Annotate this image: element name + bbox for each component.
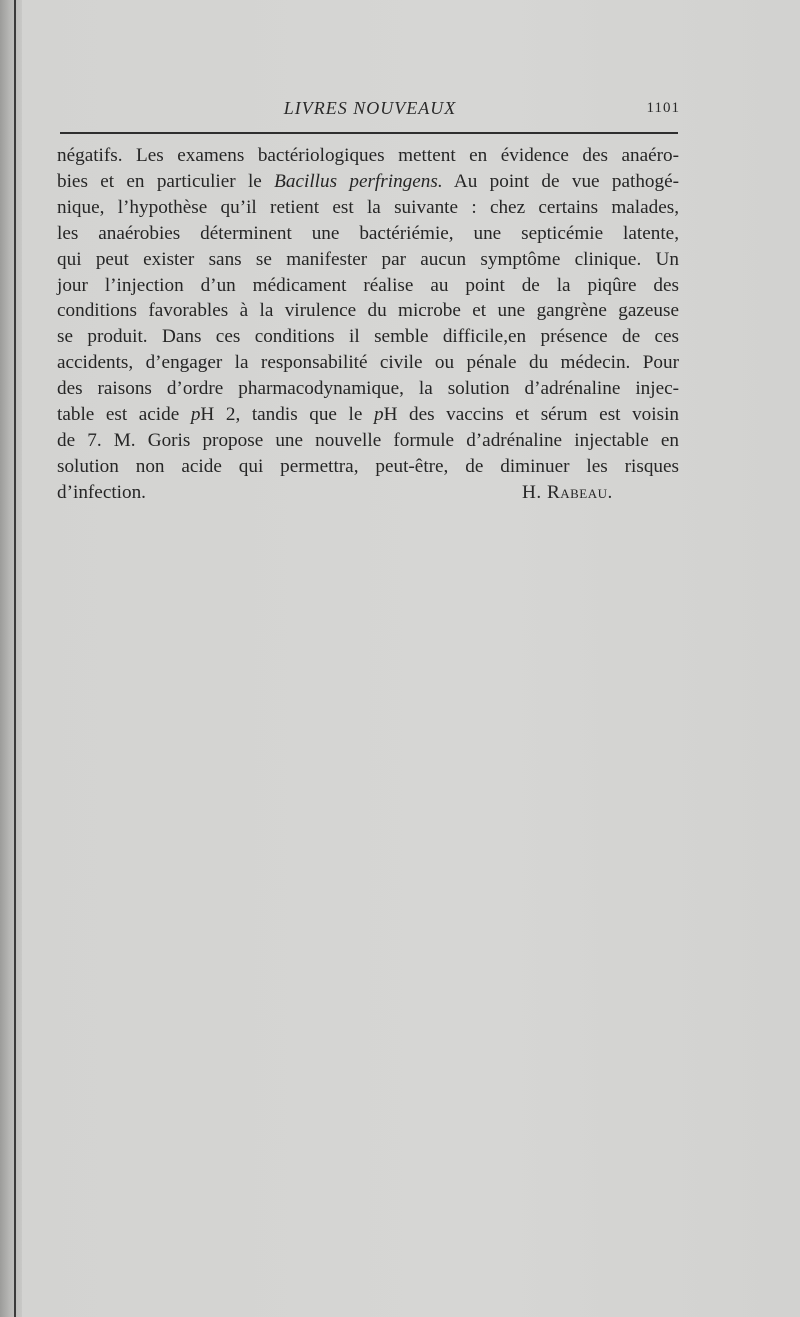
body-paragraph — [57, 143, 679, 506]
page-number: 1101 — [646, 100, 680, 116]
text-line-14 — [57, 480, 679, 506]
signature-surname: abeau. — [560, 481, 613, 503]
running-title: LIVRES NOUVEAUX — [283, 98, 457, 118]
text-line-9: accidents, d’engager la responsabilité civile ou pénale du médecin. Pour — [57, 352, 679, 374]
text-line-1: négatifs. Les examens bactériologiques mettent en évidence des anaéro- — [57, 145, 679, 166]
text-line-12: de 7. M. Goris propose une nouvelle formule d’adrénaline injectable en — [57, 429, 679, 451]
text-line-5: qui peut exister sans se manifester par aucun symptôme clinique. Un — [57, 248, 679, 270]
text-line-10: des raisons d’ordre pharmacodynamique, la solution d’adrénaline injec- — [57, 378, 679, 400]
signature-initial: H. R — [522, 481, 561, 503]
author-signature — [522, 480, 613, 506]
text-line-13: solution non acide qui permettra, peut-être, de diminuer les risques — [57, 455, 679, 477]
text-line-7: conditions favorables à la virulence du microbe et une gangrène gazeuse — [57, 300, 679, 322]
running-head — [60, 98, 680, 124]
ph-italic: p — [373, 404, 384, 426]
text-line-8: se produit. Dans ces conditions il semble difficile,en présence de ces — [57, 326, 679, 348]
text-line-6: jour l’injection d’un médicament réalise au point de la piqûre des — [57, 274, 679, 296]
page-spine-shadow — [0, 0, 22, 1317]
text-segment: H des vaccins et sérum est voisin — [383, 404, 679, 426]
text-line-3: nique, l’hypothèse qu’il retient est la suivante : chez certains malades, — [57, 196, 679, 218]
text-segment: Au point de vue pathogé- — [442, 170, 680, 192]
text-line-4: les anaérobies déterminent une bactériémie, une septicémie latente, — [57, 222, 679, 244]
ph-italic: p — [190, 404, 201, 426]
text-segment: H 2, tandis que le — [200, 404, 374, 426]
header-rule — [60, 132, 678, 134]
text-segment: bies et en particulier le — [57, 170, 275, 192]
text-line-2 — [57, 169, 679, 195]
page-spine-edge — [14, 0, 16, 1317]
text-segment: table est acide — [57, 404, 191, 426]
species-name: Bacillus perfringens. — [274, 170, 443, 192]
text-segment: d’infection. — [57, 481, 146, 503]
text-line-11 — [57, 402, 679, 428]
